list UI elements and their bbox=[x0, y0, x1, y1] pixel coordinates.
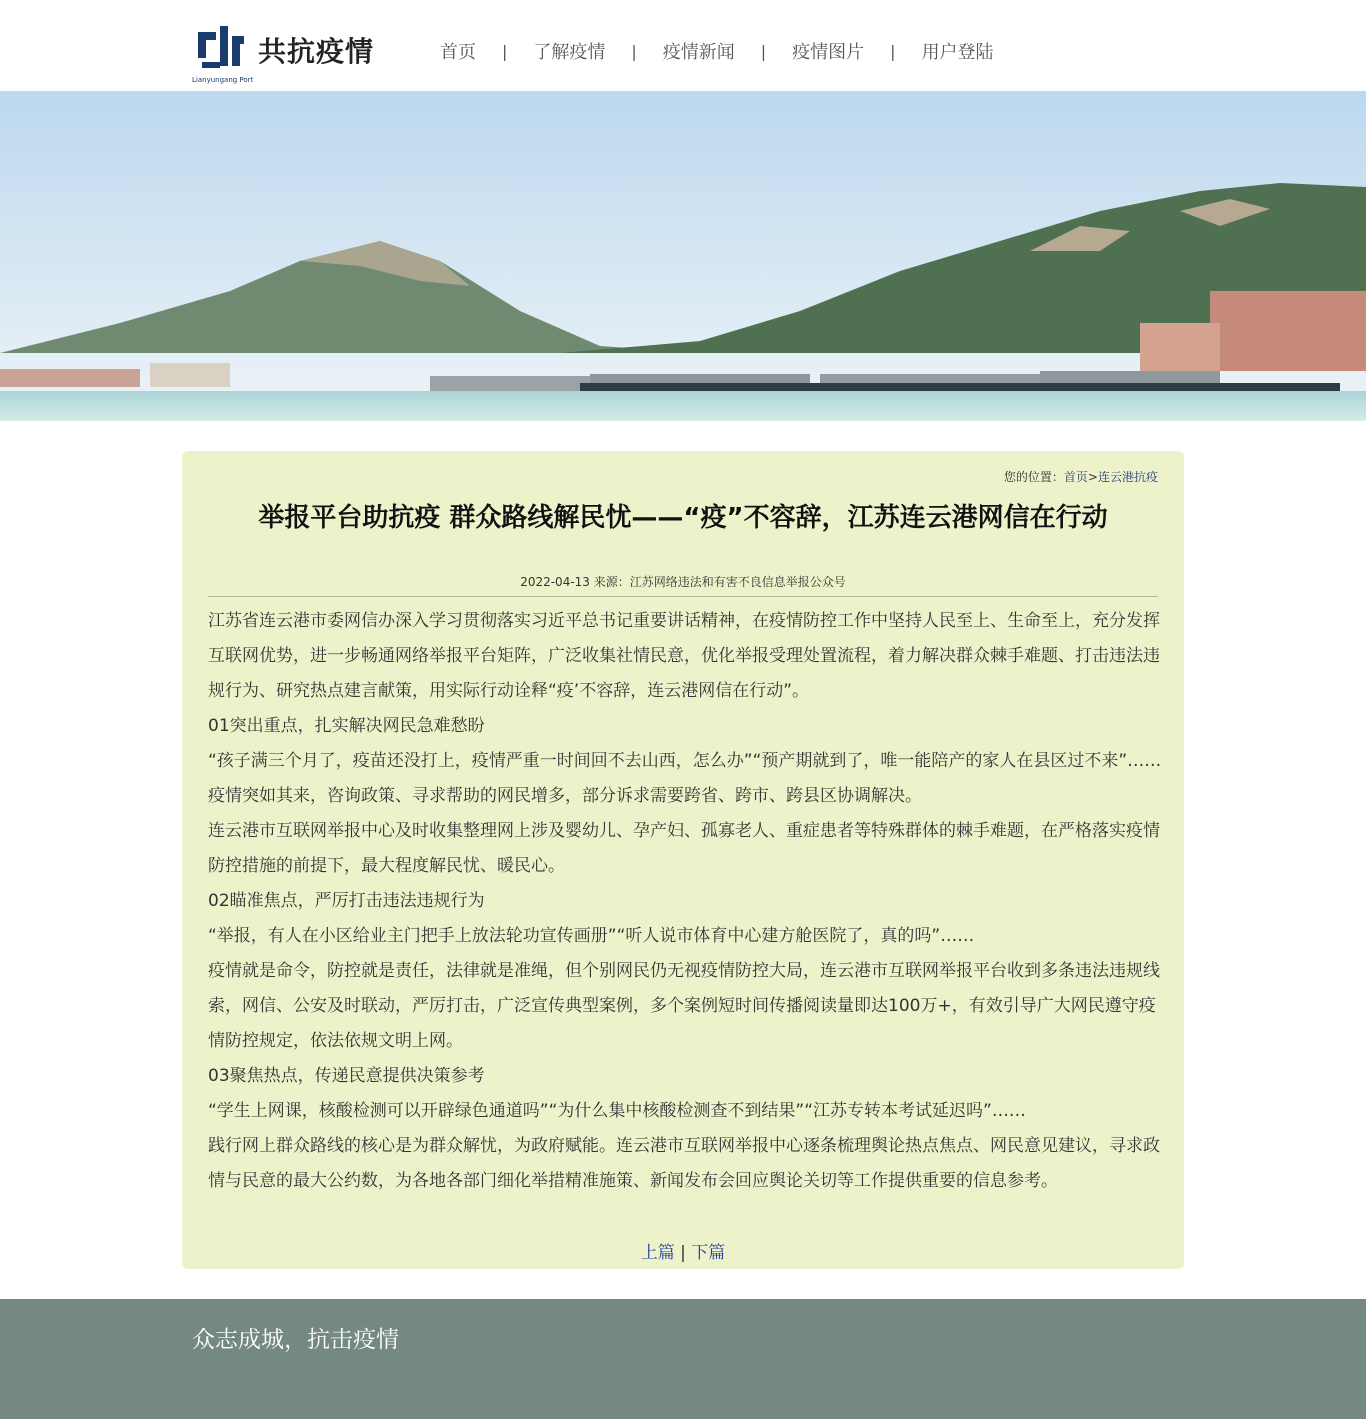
port-logo-icon bbox=[192, 22, 248, 74]
article-subheading: 03聚焦热点，传递民意提供决策参考 bbox=[208, 1066, 485, 1086]
article-date: 2022-04-13 bbox=[520, 575, 590, 589]
breadcrumb-prefix: 您的位置： bbox=[1003, 470, 1064, 484]
article-meta bbox=[208, 573, 1158, 597]
nav-home[interactable]: 首页 bbox=[440, 42, 476, 63]
article-paragraph: 江苏省连云港市委网信办深入学习贯彻落实习近平总书记重要讲话精神，在疫情防控工作中坚持人民至上、生命至上，充分发挥互联网优势，进一步畅通网络举报平台矩阵，广泛收集社情民意，优化举报受理处置流程，着力解决群众棘手难题、打击违法违规行为、研究热点建言献策，用实际行动诠释“疫’不容辞，连云港网信在行动”。 bbox=[208, 611, 1160, 701]
site-footer bbox=[0, 1299, 1366, 1419]
article-subheading: 01突出重点，扎实解决网民急难愁盼 bbox=[208, 716, 485, 736]
article-paragraph: 践行网上群众路线的核心是为群众解忧，为政府赋能。连云港市互联网举报中心逐条梳理舆论热点焦点、网民意见建议，寻求政情与民意的最大公约数，为各地各部门细化举措精准施策、新闻发布会回应舆论关切等工作提供重要的信息参考。 bbox=[208, 1136, 1160, 1191]
nav-about-epidemic[interactable]: 了解疫情 bbox=[533, 42, 606, 63]
breadcrumb-home-link[interactable]: 首页 bbox=[1063, 470, 1088, 484]
banner-image bbox=[0, 91, 1366, 421]
nav-epidemic-photos[interactable]: 疫情图片 bbox=[792, 42, 865, 63]
pager-separator: | bbox=[680, 1243, 686, 1263]
nav-user-login[interactable]: 用户登陆 bbox=[921, 42, 994, 63]
article-pager bbox=[182, 1238, 1184, 1263]
article-paragraph: 疫情就是命令，防控就是责任，法律就是准绳，但个别网民仍无视疫情防控大局，连云港市互联网举报平台收到多条违法违规线索，网信、公安及时联动，严厉打击，广泛宣传典型案例，多个案例短时间传播阅读量即达100万+，有效引导广大网民遵守疫情防控规定，依法依规文明上网。 bbox=[208, 961, 1160, 1051]
article-source: 江苏网络违法和有害不良信息举报公众号 bbox=[629, 575, 846, 589]
article-body bbox=[208, 604, 1164, 1199]
logo-subtitle: Lianyungang Port bbox=[192, 76, 254, 84]
article-title: 举报平台助抗疫 群众路线解民忧——“疫”不容辞，江苏连云港网信在行动 bbox=[258, 503, 1108, 533]
article-paragraph: “孩子满三个月了，疫苗还没打上，疫情严重一时间回不去山西，怎么办”“预产期就到了，唯一能陪产的家人在县区过不来”……疫情突如其来，咨询政策、寻求帮助的网民增多，部分诉求需要跨省、跨市、跨县区协调解决。 bbox=[208, 751, 1162, 806]
breadcrumb bbox=[1004, 468, 1158, 485]
prev-article-link[interactable]: 上篇 bbox=[640, 1243, 675, 1263]
article-paragraph: “举报，有人在小区给业主门把手上放法轮功宣传画册”“听人说市体育中心建方舱医院了，真的吗”…… bbox=[208, 926, 975, 946]
main-nav bbox=[440, 38, 994, 64]
breadcrumb-current-link[interactable]: 连云港抗疫 bbox=[1097, 470, 1158, 484]
nav-separator: | bbox=[890, 41, 896, 61]
logo-text: 共抗疫情 bbox=[258, 35, 375, 68]
article-subheading: 02瞄准焦点，严厉打击违法违规行为 bbox=[208, 891, 485, 911]
breadcrumb-arrow: > bbox=[1087, 470, 1098, 484]
article-source-label: 来源： bbox=[593, 575, 630, 589]
site-header bbox=[0, 0, 1366, 91]
article-paragraph: 连云港市互联网举报中心及时收集整理网上涉及婴幼儿、孕产妇、孤寡老人、重症患者等特殊群体的棘手难题，在严格落实疫情防控措施的前提下，最大程度解民忧、暖民心。 bbox=[208, 821, 1160, 876]
nav-separator: | bbox=[760, 41, 767, 61]
footer-slogan: 众志成城，抗击疫情 bbox=[192, 1327, 399, 1353]
article-paragraph: “学生上网课，核酸检测可以开辟绿色通道吗”“为什么集中核酸检测查不到结果”“江苏专转本考试延迟吗”…… bbox=[208, 1101, 1026, 1121]
harbor-landscape-image bbox=[0, 91, 1366, 421]
site-logo[interactable] bbox=[192, 20, 382, 86]
nav-epidemic-news[interactable]: 疫情新闻 bbox=[662, 42, 735, 63]
nav-separator: | bbox=[502, 41, 508, 61]
next-article-link[interactable]: 下篇 bbox=[691, 1243, 726, 1263]
article-panel bbox=[182, 451, 1184, 1269]
nav-separator: | bbox=[631, 41, 637, 61]
